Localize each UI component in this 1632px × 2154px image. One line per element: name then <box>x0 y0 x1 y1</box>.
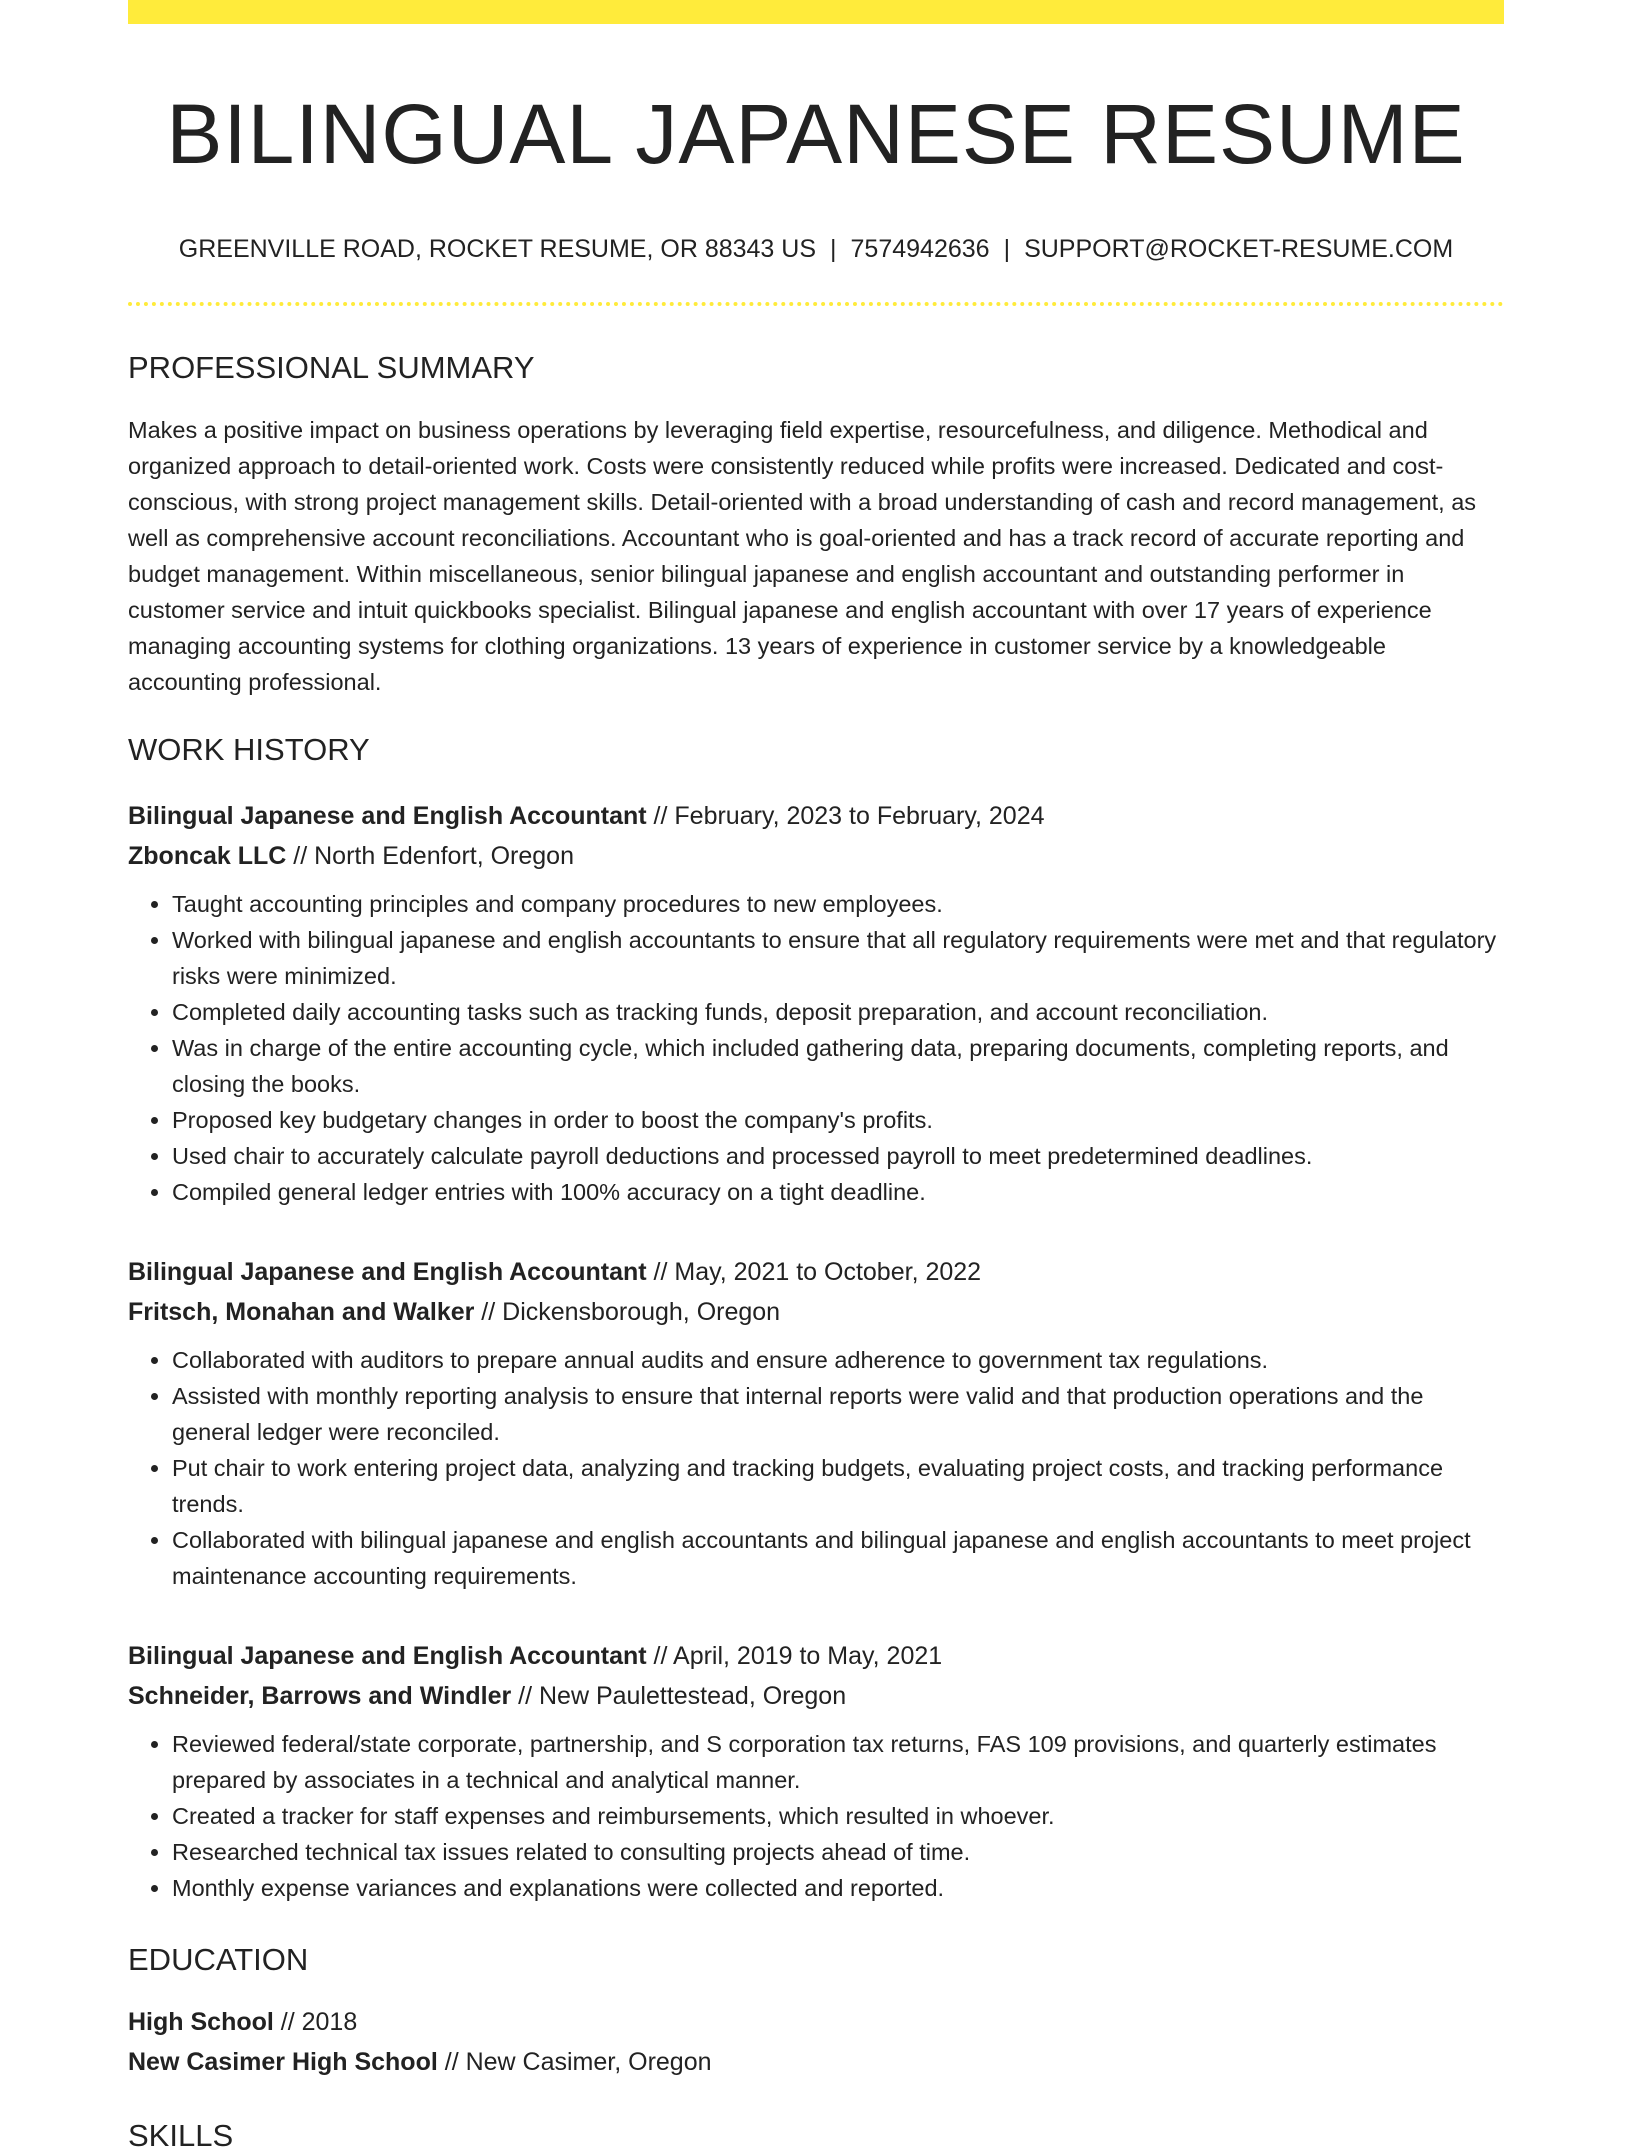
job-role-line <box>128 1636 1504 1676</box>
list-item: • Monthly expense variances and explanations were collected and reported. <box>172 1870 1504 1906</box>
job-company-line <box>128 1292 1504 1332</box>
list-item: • Taught accounting principles and company procedures to new employees. <box>172 886 1504 922</box>
job-entry <box>128 796 1504 1210</box>
education-heading: EDUCATION <box>128 1942 309 1977</box>
resume-page <box>128 0 1504 2154</box>
job-dates: // February, 2023 to February, 2024 <box>646 802 1045 830</box>
job-entry <box>128 1252 1504 1594</box>
list-item: • Put chair to work entering project data, analyzing and tracking budgets, evaluating project costs, and tracking performance trends. <box>172 1450 1504 1522</box>
job-bullets <box>128 1726 1504 1906</box>
list-item: • Collaborated with bilingual japanese and english accountants and bilingual japanese and english accountants to meet project maintenance accounting requirements. <box>172 1522 1504 1594</box>
contact-separator: | <box>830 235 837 263</box>
contact-address: GREENVILLE ROAD, ROCKET RESUME, OR 88343 US <box>178 235 817 263</box>
list-item: • Compiled general ledger entries with 100% accuracy on a tight deadline. <box>172 1174 1504 1210</box>
job-company: Fritsch, Monahan and Walker <box>128 1298 475 1326</box>
job-role-line <box>128 796 1504 836</box>
list-item: • Used chair to accurately calculate payroll deductions and processed payroll to meet predetermined deadlines. <box>172 1138 1504 1174</box>
contact-separator: | <box>1003 235 1011 263</box>
job-company-line <box>128 1676 1504 1716</box>
job-role: Bilingual Japanese and English Accountant <box>128 1258 647 1286</box>
job-role: Bilingual Japanese and English Accountant <box>128 802 647 830</box>
list-item: • Proposed key budgetary changes in order to boost the company's profits. <box>172 1102 1504 1138</box>
job-role: Bilingual Japanese and English Accountant <box>128 1642 647 1670</box>
job-bullets <box>128 886 1504 1210</box>
education-school-line <box>128 2042 1504 2082</box>
education-degree: High School <box>128 2008 274 2036</box>
job-location: // Dickensborough, Oregon <box>474 1298 781 1326</box>
list-item: • Was in charge of the entire accounting cycle, which included gathering data, preparing documents, completing reports, and closing the books. <box>172 1030 1504 1102</box>
job-role-line <box>128 1252 1504 1292</box>
list-item: • Researched technical tax issues related to consulting projects ahead of time. <box>172 1834 1504 1870</box>
resume-title: BILINGUAL JAPANESE RESUME <box>166 87 1466 181</box>
education-year: // 2018 <box>273 2008 358 2036</box>
list-item: • Reviewed federal/state corporate, partnership, and S corporation tax returns, FAS 109 provisions, and quarterly estimates prepared by associates in a technical and analytical manner. <box>172 1726 1504 1798</box>
summary-heading: PROFESSIONAL SUMMARY <box>128 350 535 385</box>
job-company: Zboncak LLC <box>128 842 287 870</box>
job-dates: // May, 2021 to October, 2022 <box>646 1258 982 1286</box>
top-accent-bar <box>128 0 1504 24</box>
dotted-divider <box>128 302 1504 306</box>
job-company-line <box>128 836 1504 876</box>
list-item: • Created a tracker for staff expenses and reimbursements, which resulted in whoever. <box>172 1798 1504 1834</box>
job-entry <box>128 1636 1504 1906</box>
list-item: • Completed daily accounting tasks such as tracking funds, deposit preparation, and account reconciliation. <box>172 994 1504 1030</box>
job-bullets <box>128 1342 1504 1594</box>
job-company: Schneider, Barrows and Windler <box>128 1682 512 1710</box>
contact-email: SUPPORT@ROCKET-RESUME.COM <box>1024 235 1454 263</box>
list-item: • Worked with bilingual japanese and english accountants to ensure that all regulatory requirements were met and that regulatory risks were minimized. <box>172 922 1504 994</box>
summary-text: Makes a positive impact on business operations by leveraging field expertise, resourcefulness, and diligence. Methodical and organized approach to detail-oriented work. Costs were consistently reduced while profits were increased. Dedicated and cost-conscious, with strong project management skills. Detail-oriented with a broad understanding of cash and record management, as well as comprehensive account reconciliations. Accountant who is goal-oriented and has a track record of accurate reporting and budget management. Within miscellaneous, senior bilingual japanese and english accountant and outstanding performer in customer service and intuit quickbooks specialist. Bilingual japanese and english accountant with over 17 years of experience managing accounting systems for clothing organizations. 13 years of experience in customer service by a knowledgeable accounting professional. <box>128 417 1477 695</box>
work-history-heading: WORK HISTORY <box>128 732 370 767</box>
skills-heading: SKILLS <box>128 2118 234 2153</box>
education-school: New Casimer High School <box>128 2048 438 2076</box>
list-item: • Collaborated with auditors to prepare annual audits and ensure adherence to government tax regulations. <box>172 1342 1504 1378</box>
list-item: • Assisted with monthly reporting analysis to ensure that internal reports were valid and that production operations and the general ledger were reconciled. <box>172 1378 1504 1450</box>
education-entry <box>128 2002 1504 2082</box>
education-degree-line <box>128 2002 1504 2042</box>
job-location: // North Edenfort, Oregon <box>286 842 574 870</box>
contact-phone: 7574942636 <box>850 235 990 263</box>
job-dates: // April, 2019 to May, 2021 <box>646 1642 943 1670</box>
job-location: // New Paulettestead, Oregon <box>511 1682 847 1710</box>
education-location: // New Casimer, Oregon <box>437 2048 712 2076</box>
contact-line <box>128 234 1504 264</box>
